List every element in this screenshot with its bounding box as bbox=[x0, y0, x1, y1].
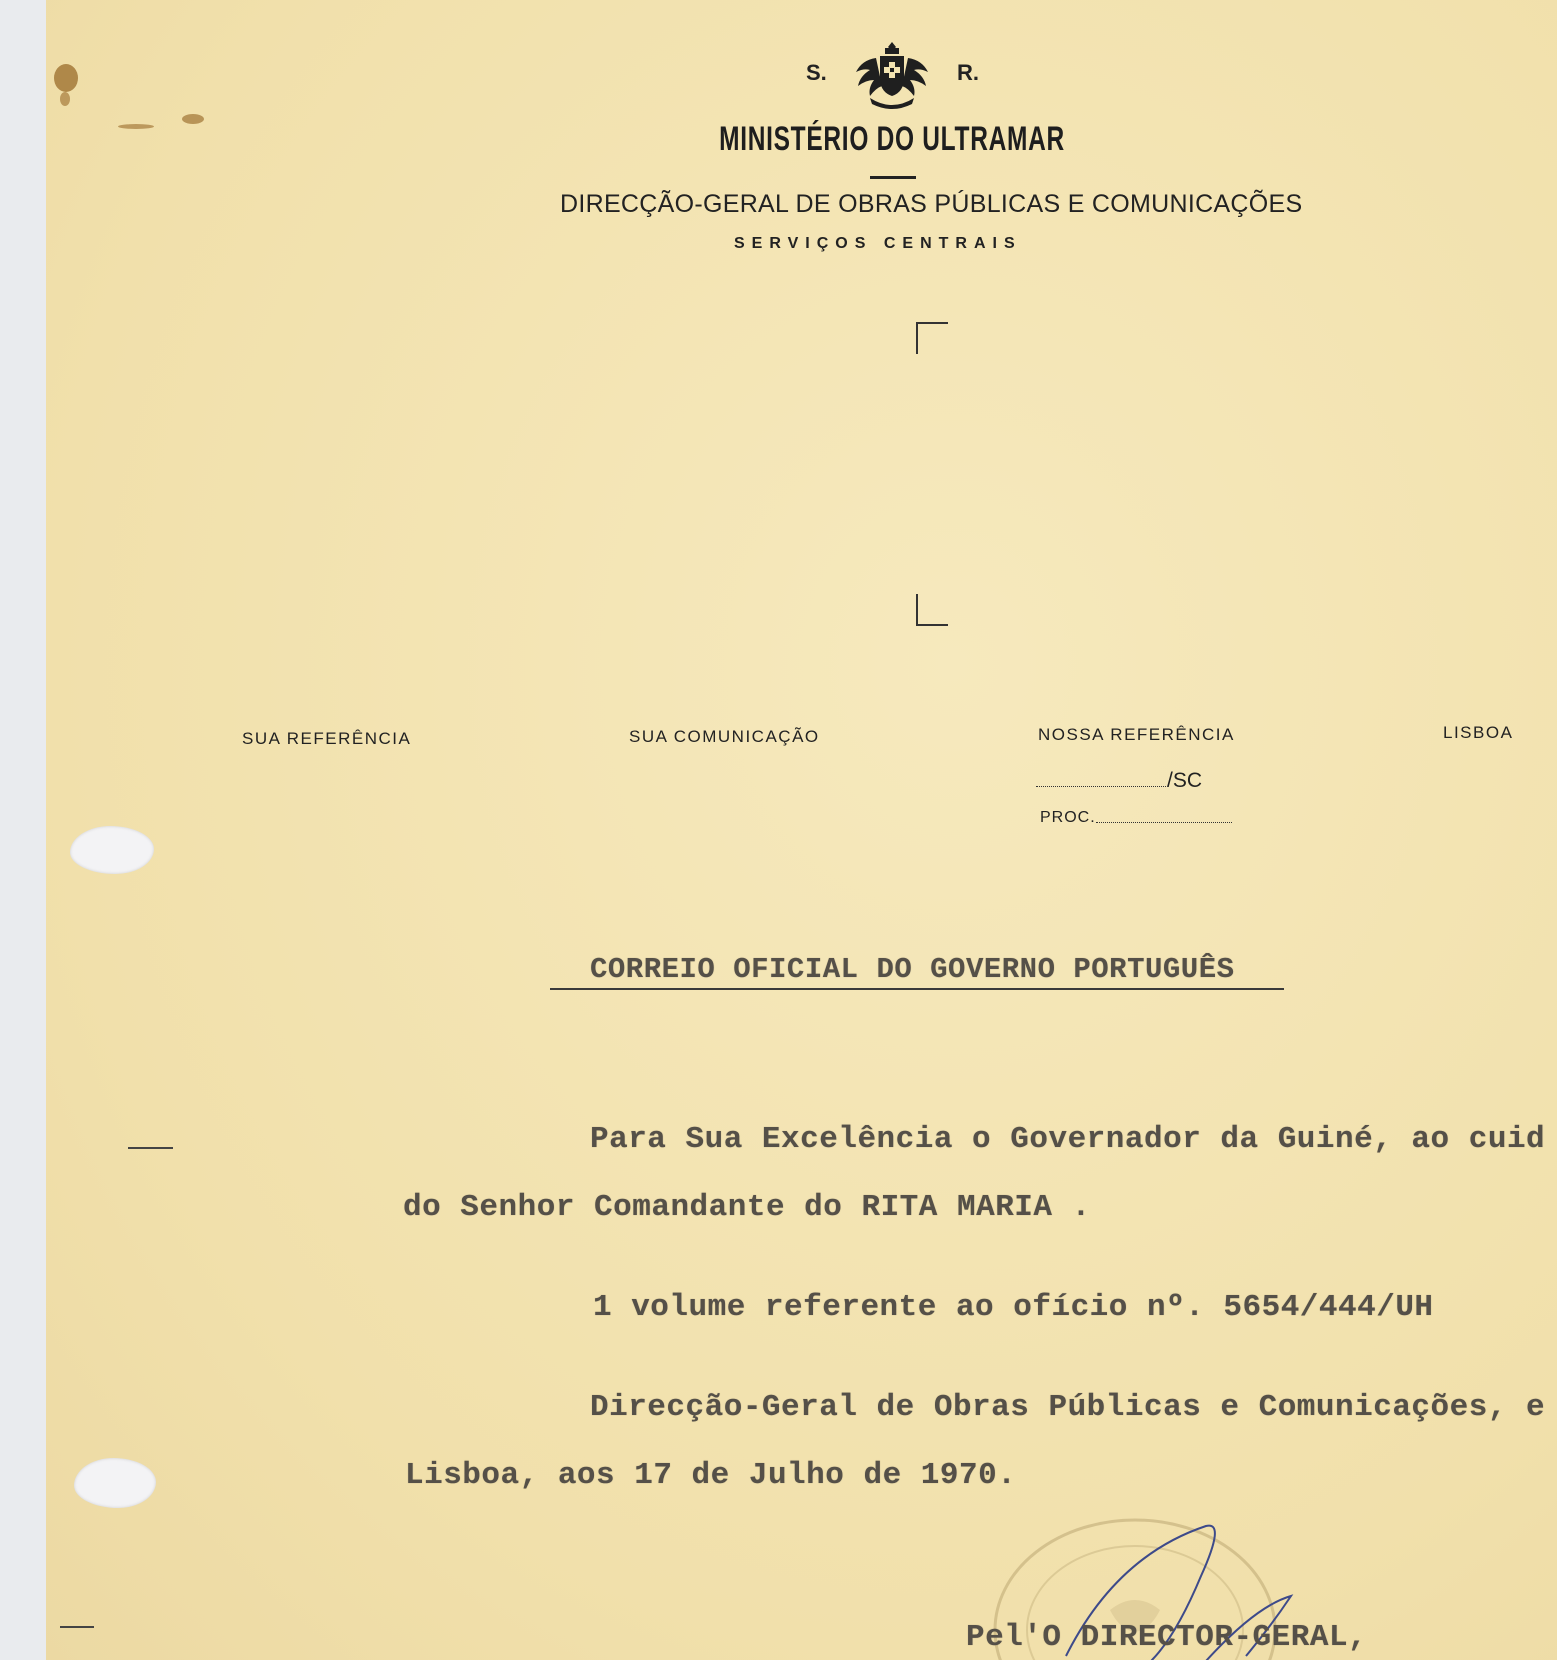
heading-underline bbox=[550, 988, 1284, 990]
proc-label: PROC. bbox=[1040, 809, 1096, 826]
signature-line: Pel'O DIRECTOR-GERAL, bbox=[966, 1620, 1368, 1655]
ministry-title: MINISTÉRIO DO ULTRAMAR bbox=[719, 120, 1065, 158]
nossa-referencia-label: NOSSA REFERÊNCIA bbox=[1038, 725, 1235, 744]
sua-comunicacao-label: SUA COMUNICAÇÃO bbox=[629, 727, 820, 746]
stain-mark bbox=[54, 64, 78, 92]
services-label: SERVIÇOS CENTRAIS bbox=[734, 235, 1022, 252]
title-divider bbox=[870, 176, 916, 179]
letter-page bbox=[46, 0, 1557, 1660]
body-line-3: 1 volume referente ao ofício nº. 5654/444/UH bbox=[593, 1290, 1434, 1325]
margin-tick bbox=[60, 1626, 94, 1628]
sua-referencia-label: SUA REFERÊNCIA bbox=[242, 729, 412, 748]
coat-of-arms-emblem bbox=[852, 38, 932, 114]
stain-mark bbox=[118, 124, 154, 129]
directorate-subtitle: DIRECÇÃO-GERAL DE OBRAS PÚBLICAS E COMUNICAÇÕES bbox=[560, 190, 1303, 218]
address-corner-top bbox=[916, 322, 948, 354]
body-line-4: Direcção-Geral de Obras Públicas e Comunicações, e bbox=[590, 1390, 1546, 1425]
body-line-5: Lisboa, aos 17 de Julho de 1970. bbox=[405, 1458, 1017, 1493]
reference-dotted-line bbox=[1036, 786, 1166, 787]
r-label: R. bbox=[957, 60, 979, 85]
sc-suffix: /SC bbox=[1167, 769, 1203, 792]
margin-tick bbox=[128, 1147, 173, 1149]
stain-mark bbox=[60, 92, 70, 106]
body-line-2: do Senhor Comandante do RITA MARIA . bbox=[403, 1190, 1091, 1225]
body-line-1: Para Sua Excelência o Governador da Guiné, ao cuid bbox=[590, 1122, 1546, 1157]
lisboa-label: LISBOA bbox=[1443, 723, 1514, 742]
punch-hole bbox=[70, 826, 154, 874]
stain-mark bbox=[182, 114, 204, 124]
document-heading: CORREIO OFICIAL DO GOVERNO PORTUGUÊS bbox=[590, 953, 1235, 986]
s-label: S. bbox=[806, 60, 827, 85]
proc-dotted-line bbox=[1096, 822, 1232, 823]
address-corner-bottom bbox=[916, 594, 948, 626]
punch-hole bbox=[74, 1458, 156, 1508]
